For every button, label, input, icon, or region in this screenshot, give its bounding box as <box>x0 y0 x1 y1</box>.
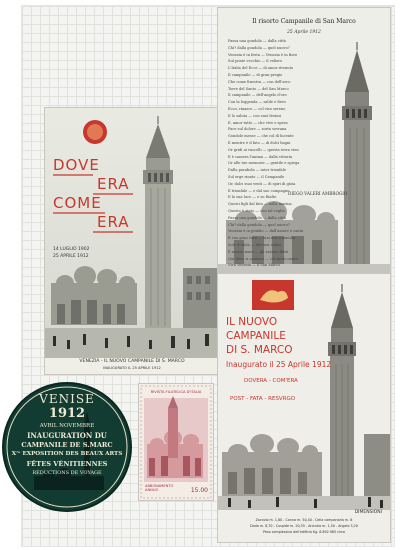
dimensions-line-2: Dado m. 8,70 - Cuspide m. 20,55 - Arcicolo m. 1,50 - Angelo 3,20 <box>250 524 358 528</box>
poem-line: Chi? dalla gondola — quel nuovo? <box>228 222 290 227</box>
poster-stamp[interactable] <box>139 384 213 500</box>
poem-line: Il nostro mare — gli azzurri flutti <box>228 249 289 254</box>
poem-line: Sul erge rinato — il Campanile <box>228 174 285 179</box>
nuovo-title-2: CAMPANILE <box>226 330 286 342</box>
stamp-illustration <box>139 384 213 500</box>
poem-line: Questi figli dal fato — nella marina <box>228 202 292 207</box>
stamp-title: RIVISTA FILATELICA D'ITALIA <box>150 390 202 394</box>
poem-title: Il risorto Campanile di San Marco <box>252 18 356 25</box>
poem-line: Sole d'Italia — dei tuoi valori <box>228 242 281 247</box>
poem-line: Il campanile — dell'angelo d'oro <box>228 93 287 98</box>
poem-line: Che come finestra — con dell'arco <box>228 79 291 84</box>
postcard-caption-sub: INAUGURATO IL 25 APRILE 1912 <box>103 366 161 370</box>
poem-date: 25 Aprile 1912 <box>287 30 321 35</box>
postcard-nuovo-campanile[interactable] <box>218 274 390 542</box>
venice-piazza-illustration <box>45 108 219 374</box>
poem-line: Qui dove si cantano — col santo onore <box>228 256 298 261</box>
poem-line: Passa una gondola — dalla città <box>228 39 286 43</box>
round-poster-vignette[interactable] <box>4 384 130 510</box>
postcard-caption: VENEZIA - IL NUOVO CAMPANILE DI S. MARCO <box>79 359 185 364</box>
medal-inauguration: INAUGURATION DU <box>27 431 107 440</box>
medal-exposition: X’ᵉ EXPOSITION DES BEAUX ARTS <box>11 451 123 457</box>
nuovo-title-1: IL NUOVO <box>226 316 278 328</box>
dimensions-line-1: Zoccolo m. 1,80 - Canna m. 50,40 - Cella campanaria m. 8 <box>255 518 353 522</box>
medal-campanile: CAMPANILE DE S.MARC <box>21 441 113 449</box>
poem-line: E è camera l'anima — dalla vittoria <box>228 154 293 159</box>
medal-reductions: RÉDUCTIONS DE VOYAGE <box>32 470 102 476</box>
poem-line: E, amor tutto — che vive e spera <box>228 120 288 125</box>
dimensions-line-3: Peso complessivo dell'edificio Kg. 8.892.985 circa <box>263 530 345 534</box>
stamp-value: 15.00 <box>190 487 208 494</box>
nuovo-title-3: DI S. MARCO <box>226 344 293 356</box>
poem-line: L'Italia del Ecce — di amor ritenuto <box>228 66 294 71</box>
medal-dates: AVRIL NOVEMBRE <box>39 423 95 429</box>
postcard-poem[interactable] <box>218 8 390 276</box>
dimensions-title: DIMENSIONI <box>354 510 382 515</box>
date-collapse: 14 LUGLIO 1902 <box>53 247 90 252</box>
slogan-dove: DOVE <box>53 156 100 174</box>
nuovo-sub-1: DOVERA - COM'ERA <box>244 378 298 384</box>
nuovo-sub-2: POST - FATA - RESVRGO <box>230 396 296 402</box>
poem-line: E lo saluta — con suoi festosi <box>228 113 282 118</box>
poem-line: Passa una gondola — dalla città <box>228 215 286 220</box>
poem-line: Dalla parabola — inter trionfale <box>228 168 286 173</box>
poem-line: E sua gran voce — mai non s'annulla <box>228 236 296 241</box>
stamp-label: ABBONAMENTO ANNUO <box>145 484 174 492</box>
date-inauguration: 25 APRILE 1912 <box>53 254 89 259</box>
medal-year: 1912 <box>48 406 86 421</box>
dates-block <box>53 246 89 260</box>
poem-line: Pace sul dolore — sorta sovrana <box>228 127 287 132</box>
slogan-come: COME <box>53 194 102 212</box>
poem-line: E la sua luce — e su Rialto <box>228 195 277 200</box>
poem-line: Ecco, rinasce — col viso sereno <box>228 106 286 111</box>
poem-line: Il trionfale — e dal suo compagno <box>228 188 290 193</box>
poem-text <box>228 38 346 269</box>
slogan-era-2: ERA <box>97 213 130 231</box>
medal-fetes: FÊTES VÉNITIENNES <box>26 460 108 468</box>
poem-line: Il campanile — di gran pregio <box>228 72 283 77</box>
poem-line: Or, dolci suoi venti — di spiri di gioia <box>228 181 296 186</box>
campanile-photo-illustration <box>218 274 390 542</box>
poem-line: E mentre è il fato — di dolci bagni <box>228 140 291 145</box>
poem-line: Con la leggenda — salde e fiero <box>228 100 286 105</box>
poem-line: Or gridi ai vascelli — questa terra vien <box>228 147 299 152</box>
poem-line: Sul ponte vecchio — il veliero <box>228 59 283 64</box>
poem-line: Viva Venezia — il San Marco <box>228 263 281 268</box>
medal-venise: VENISE <box>39 392 95 406</box>
poem-line: Torre del Santo — del San Marco <box>228 86 289 91</box>
poem-line: Venezia è in giubilo — dall'amore e canta <box>228 229 304 234</box>
nuovo-date: Inaugurato il 25 Aprile 1912 <box>226 360 332 369</box>
poem-line: Chi? dalla gondola — quel nuovo? <box>228 45 290 50</box>
poem-signature: DIEGO VALERI AMBROGIO <box>288 191 348 196</box>
postcard-dove-era[interactable] <box>45 108 219 374</box>
slogan-era-1: ERA <box>97 175 130 193</box>
poem-line: Questo è stato — con tal voglia <box>228 208 285 213</box>
poem-line: Or alle tue memorie — gentile e spiega <box>228 161 300 166</box>
poem-line: Venezia è in festa — Venezia è in fiore <box>228 52 298 57</box>
poem-line: Gondole messe — che col dì lucente <box>228 134 294 139</box>
